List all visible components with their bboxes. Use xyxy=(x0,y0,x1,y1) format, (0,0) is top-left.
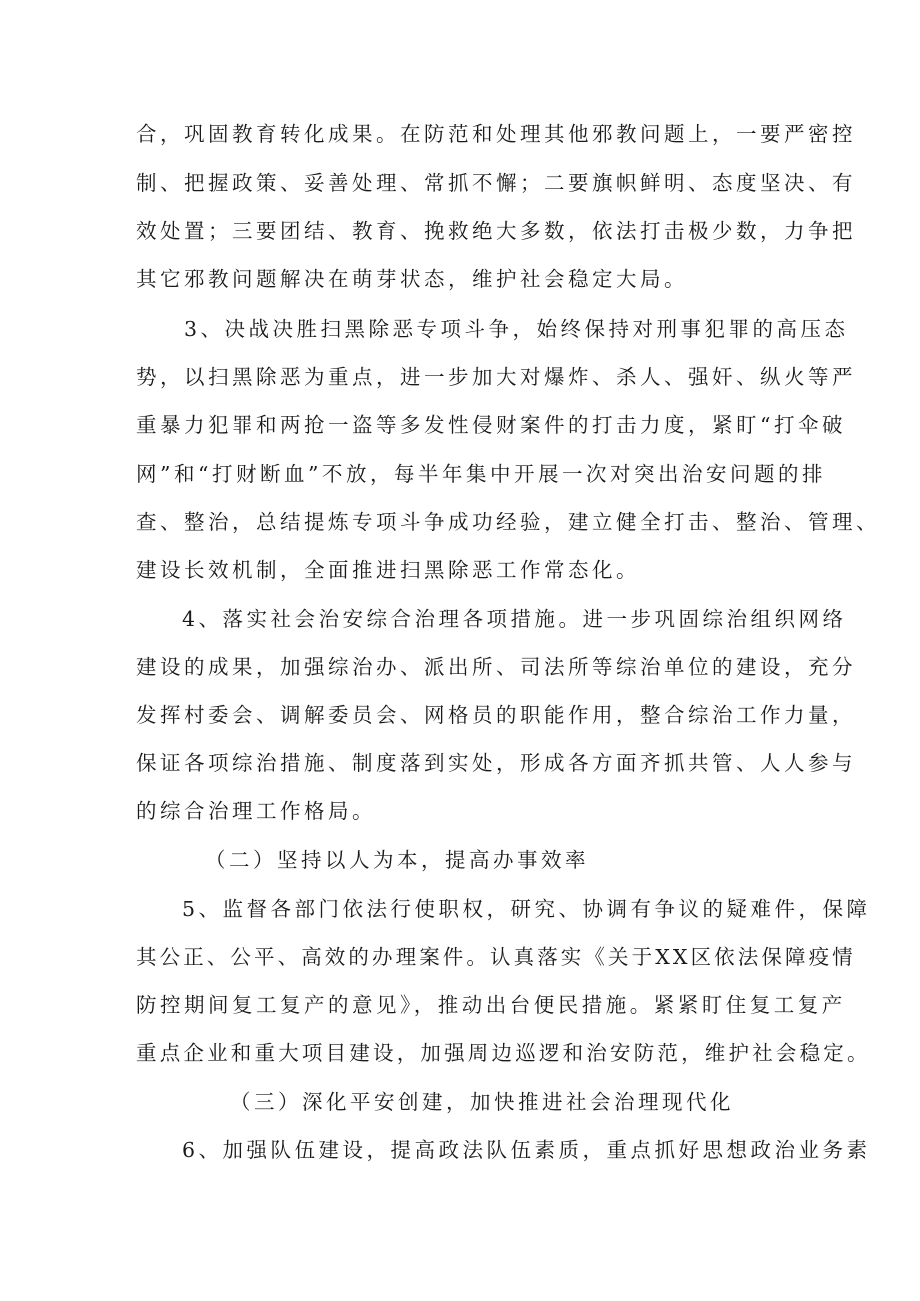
text-line: 重点企业和重大项目建设，加强周边巡逻和治安防范，维护社会稳定。 xyxy=(136,1041,871,1065)
section-heading: （二）坚持以人为本，提高办事效率 xyxy=(205,848,589,872)
text-line: 查、整治，总结提炼专项斗争成功经验，建立健全打击、整治、管理、 xyxy=(136,510,880,534)
text-line: 网”和“打财断血”不放，每半年集中开展一次对突出治安问题的排 xyxy=(136,462,826,486)
text-line: 合，巩固教育转化成果。在防范和处理其他邪教问题上，一要严密控 xyxy=(136,122,856,146)
text-line: 建设长效机制，全面推进扫黑除恶工作常态化。 xyxy=(136,558,640,582)
text-line: 其公正、公平、高效的办理案件。认真落实《关于XX区依法保障疫情 xyxy=(136,945,856,969)
text-line: 的综合治理工作格局。 xyxy=(136,799,376,823)
text-line: 6、加强队伍建设，提高政法队伍素质，重点抓好思想政治业务素 xyxy=(182,1138,871,1162)
text-line: 防控期间复工复产的意见》，推动出台便民措施。紧紧盯住复工复产 xyxy=(136,993,846,1017)
section-heading: （三）深化平安创建，加快推进社会治理现代化 xyxy=(230,1090,734,1114)
text-line: 4、落实社会治安综合治理各项措施。进一步巩固综治组织网络 xyxy=(182,607,847,631)
text-line: 发挥村委会、调解委员会、网格员的职能作用，整合综治工作力量， xyxy=(136,703,856,727)
text-line: 建设的成果，加强综治办、派出所、司法所等综治单位的建设，充分 xyxy=(136,655,856,679)
text-line: 5、监督各部门依法行使职权，研究、协调有争议的疑难件，保障 xyxy=(182,897,871,921)
text-line: 保证各项综治措施、制度落到实处，形成各方面齐抓共管、人人参与 xyxy=(136,751,856,775)
text-line: 3、决战决胜扫黑除恶专项斗争，始终保持对刑事犯罪的高压态 xyxy=(184,317,849,341)
text-line: 制、把握政策、妥善处理、常抓不懈；二要旗帜鲜明、态度坚决、有 xyxy=(136,171,856,195)
text-line: 效处置；三要团结、教育、挽救绝大多数，依法打击极少数，力争把 xyxy=(136,219,856,243)
text-line: 其它邪教问题解决在萌芽状态，维护社会稳定大局。 xyxy=(136,267,688,291)
text-line: 重暴力犯罪和两抢一盗等多发性侵财案件的打击力度，紧盯“打伞破 xyxy=(136,413,846,437)
text-line: 势，以扫黑除恶为重点，进一步加大对爆炸、杀人、强奸、纵火等严 xyxy=(136,365,856,389)
